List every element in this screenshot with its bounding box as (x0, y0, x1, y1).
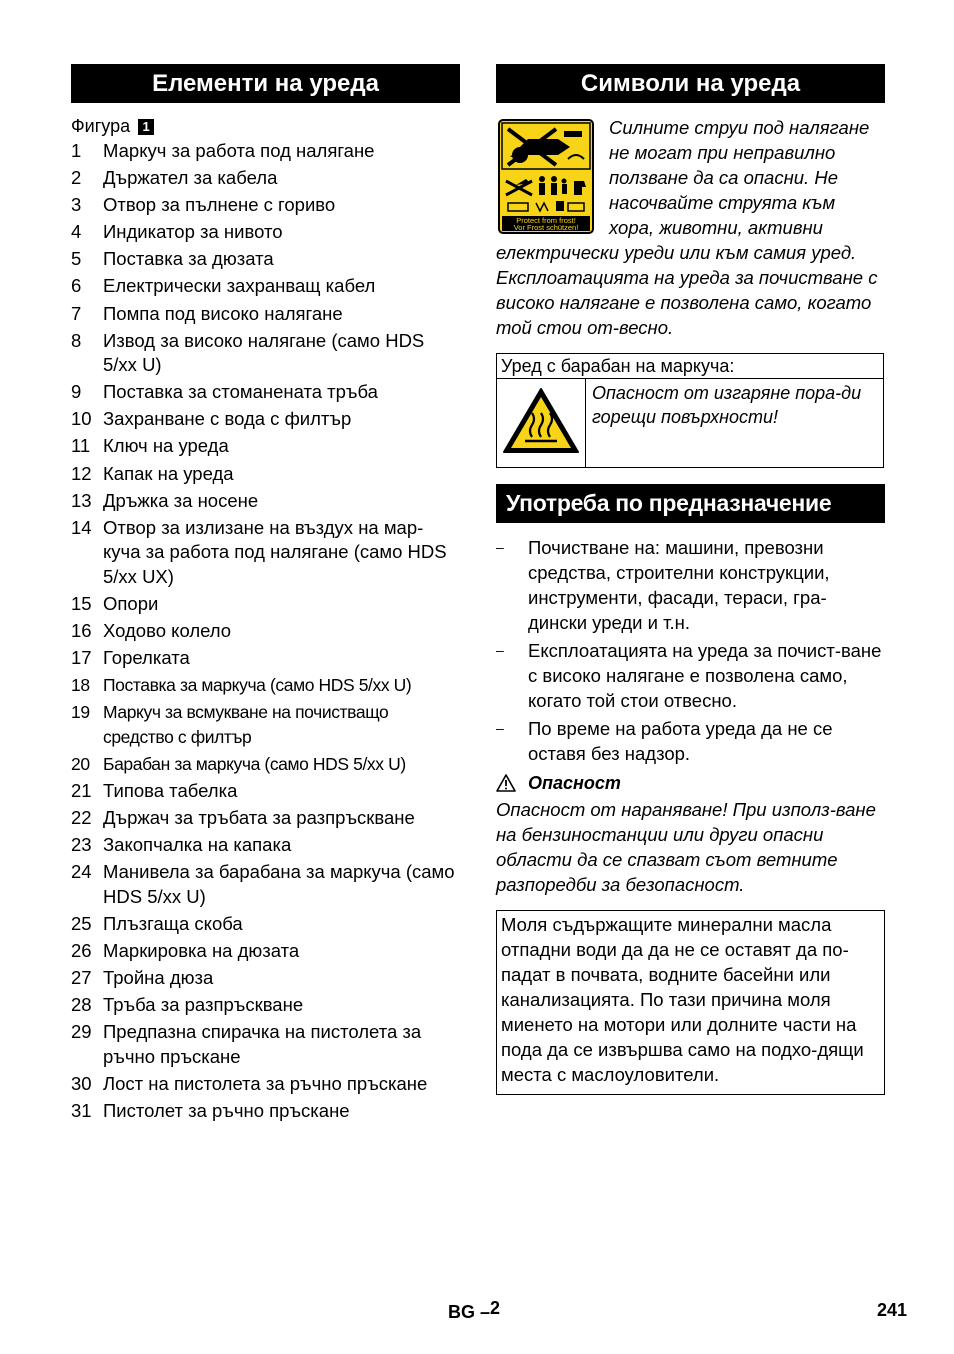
parts-list-item-number: 22 (71, 806, 92, 828)
environment-note-box: Моля съдържащите минерални масла отпадни води да да не се оставят да по-падат в почвата, водните басейни или канализацията. По тази причина моля миенето на мотори или долните части на пода да се извършва само на подхо-дящи места с маслоуловители. (496, 910, 885, 1095)
parts-list-item (71, 1020, 460, 1069)
parts-list-item (71, 166, 460, 191)
danger-triangle-icon (496, 774, 516, 792)
parts-list-item-number: 20 (71, 753, 90, 774)
parts-list-item-text: Манивела за барабана за маркуча (само HDS 5/xx U) (103, 861, 455, 907)
hot-surface-warning-icon (501, 385, 581, 455)
parts-list-item (71, 516, 460, 590)
intended-use-text: Експлоатацията на уреда за почист-ване с високо налягане е позволена само, когато той стои отвесно. (528, 640, 882, 711)
sticker-text-line-1: Protect from frost! (516, 216, 576, 225)
footer-separator: – (480, 1302, 491, 1322)
parts-list-item-text: Индикатор за нивото (103, 221, 283, 243)
parts-list-item-number: 16 (71, 619, 92, 641)
parts-list-item-text: Ключ на уреда (103, 435, 229, 457)
parts-list-item-number: 4 (71, 221, 82, 243)
parts-list-item-text: Лост на пистолета за ръчно пръскане (103, 1072, 428, 1094)
right-column (496, 64, 885, 1095)
footer-lang: BG (448, 1302, 475, 1322)
sticker-text-line-2: Vor Frost schützen! (513, 223, 579, 232)
parts-list-item-number: 14 (71, 516, 92, 538)
parts-list-item-number: 7 (71, 302, 82, 324)
page-number: 241 (877, 1300, 908, 1320)
parts-list-item-text: Държач за тръбата за разпръскване (103, 806, 415, 828)
parts-list-item (71, 407, 460, 432)
parts-list-item-number: 15 (71, 592, 92, 614)
protect-from-frost-warning-icon (498, 119, 594, 234)
parts-list-item-number: 24 (71, 861, 92, 883)
parts-list-item-text: Помпа под високо налягане (103, 302, 343, 324)
parts-list-item (71, 302, 460, 327)
figure-reference (71, 115, 460, 137)
parts-list-item (71, 329, 460, 378)
parts-list-item-number: 3 (71, 194, 82, 216)
hot-surface-table-header: Уред с барабан на маркуча: (497, 354, 884, 379)
parts-list-item (71, 966, 460, 991)
parts-list-item (71, 752, 460, 777)
parts-list-item-text: Горелката (103, 647, 190, 668)
parts-list-item-text: Тръба за разпръскване (103, 994, 304, 1016)
parts-list-item (71, 833, 460, 858)
parts-list-item (71, 247, 460, 272)
parts-list-item-number: 1 (71, 140, 82, 161)
parts-list-item (71, 592, 460, 617)
parts-list-item-text: Ходово колело (103, 619, 232, 641)
left-column (71, 64, 460, 1126)
intended-use-text: Почистване на: машини, превозни средства, строителни конструкции, инструменти, фасади, тераси, гра-дински уреди и т.н. (528, 537, 830, 633)
parts-list-item (71, 673, 460, 698)
footer-section-label (448, 1298, 500, 1323)
parts-list-item (71, 619, 460, 644)
parts-list-item-text: Маркуч за всмукване на почистващо средство с филтър (103, 702, 389, 747)
parts-list-item-text: Барабан за маркуча (само HDS 5/xx U) (103, 753, 406, 774)
parts-list-item-number: 9 (71, 381, 82, 403)
parts-list-item-text: Поставка за маркуча (само HDS 5/xx U) (103, 675, 412, 696)
figure-label: Фигура (71, 116, 131, 136)
parts-list-item-number: 23 (71, 834, 92, 856)
symbols-text: Силните струи под налягане не могат при неправилно ползване да са опасни. Не насочвайте струята към хора, животни, активни електрически уреди или към самия уред. Експлоатацията на уреда за почистване с високо налягане е позволена само, когато той стои от-весно. (496, 117, 878, 338)
parts-list-item (71, 806, 460, 831)
parts-list-item-text: Типова табелка (103, 779, 238, 801)
parts-list-item-number: 26 (71, 939, 92, 961)
parts-list-item (71, 779, 460, 804)
section-heading-symbols: Символи на уреда (496, 64, 885, 103)
figure-number-badge: 1 (138, 119, 154, 135)
parts-list-item-text: Предпазна спирачка на пистолета за ръчно пръскане (103, 1021, 422, 1067)
parts-list-item-text: Плъзгаща скоба (103, 912, 243, 934)
intended-use-list (496, 535, 885, 766)
parts-list-item-text: Закопчалка на капака (103, 834, 292, 856)
intended-use-bullet: – (496, 720, 504, 736)
danger-text: Опасност от нараняване! При използ-ване на бензиностанции или други опасни области да се спазват съот ветните разпоредби за безопасност. (496, 799, 876, 895)
parts-list (71, 139, 460, 1123)
parts-list-item (71, 1099, 460, 1124)
parts-list-item-number: 17 (71, 647, 92, 668)
parts-list-item-number: 5 (71, 248, 82, 270)
parts-list-item (71, 220, 460, 245)
parts-list-item-text: Отвор за пълнене с гориво (103, 194, 336, 216)
intended-use-item (496, 638, 885, 713)
parts-list-item-number: 30 (71, 1072, 92, 1094)
intended-use-text: По време на работа уреда да не се оставя без надзор. (528, 718, 833, 764)
parts-list-item-number: 11 (71, 435, 91, 457)
hot-surface-table (496, 353, 884, 468)
parts-list-item (71, 380, 460, 405)
parts-list-item-number: 18 (71, 675, 90, 696)
intended-use-bullet: – (496, 642, 504, 658)
intended-use-bullet: – (496, 539, 504, 555)
hot-surface-warning-text: Опасност от изгаряне пора-ди горещи повърхности! (586, 379, 884, 468)
parts-list-item-text: Тройна дюза (103, 966, 214, 988)
parts-list-item-text: Пистолет за ръчно пръскане (103, 1099, 350, 1121)
parts-list-item-number: 12 (71, 462, 92, 484)
parts-list-item-number: 27 (71, 966, 92, 988)
parts-list-item-text: Маркировка на дюзата (103, 939, 300, 961)
symbols-block (496, 115, 885, 340)
parts-list-item-number: 10 (71, 408, 92, 430)
intended-use-item (496, 716, 885, 766)
footer-section-number: 2 (490, 1298, 501, 1318)
danger-title: Опасност (528, 773, 621, 793)
parts-list-item-text: Отвор за излизане на въздух на мар-куча за работа под налягане (само HDS 5/xx UX) (103, 516, 447, 587)
parts-list-item-number: 19 (71, 702, 90, 723)
hot-surface-icon-cell (497, 379, 586, 468)
parts-list-item-text: Извод за високо налягане (само HDS 5/xx U) (103, 329, 425, 376)
parts-list-item-number: 13 (71, 489, 92, 511)
parts-list-item-text: Електрически захранващ кабел (103, 275, 376, 297)
parts-list-item-text: Маркуч за работа под налягане (103, 140, 375, 161)
parts-list-item-text: Дръжка за носене (103, 489, 259, 511)
danger-title-row (496, 771, 885, 795)
parts-list-item-text: Поставка за стоманената тръба (103, 381, 378, 403)
parts-list-item (71, 434, 460, 459)
parts-list-item (71, 912, 460, 937)
parts-list-item-text: Захранване с вода с филтър (103, 408, 352, 430)
parts-list-item-number: 31 (71, 1099, 92, 1121)
parts-list-item-text: Държател за кабела (103, 167, 278, 189)
parts-list-item (71, 860, 460, 909)
parts-list-item-text: Поставка за дюзата (103, 248, 274, 270)
section-heading-elements: Елементи на уреда (71, 64, 460, 103)
section-heading-intended-use: Употреба по предназначение (496, 484, 885, 523)
parts-list-item-number: 21 (71, 779, 92, 801)
intended-use-item (496, 535, 885, 635)
parts-list-item (71, 139, 460, 164)
parts-list-item-number: 8 (71, 329, 82, 351)
parts-list-item-number: 25 (71, 912, 92, 934)
parts-list-item (71, 646, 460, 671)
parts-list-item-number: 29 (71, 1021, 92, 1043)
parts-list-item (71, 993, 460, 1018)
parts-list-item-text: Опори (103, 592, 159, 614)
parts-list-item-number: 28 (71, 994, 92, 1016)
parts-list-item (71, 193, 460, 218)
parts-list-item-text: Капак на уреда (103, 462, 234, 484)
parts-list-item (71, 462, 460, 487)
parts-list-item (71, 700, 460, 749)
parts-list-item-number: 2 (71, 167, 82, 189)
parts-list-item (71, 1072, 460, 1097)
parts-list-item-number: 6 (71, 275, 82, 297)
parts-list-item (71, 274, 460, 299)
parts-list-item (71, 489, 460, 514)
parts-list-item (71, 939, 460, 964)
